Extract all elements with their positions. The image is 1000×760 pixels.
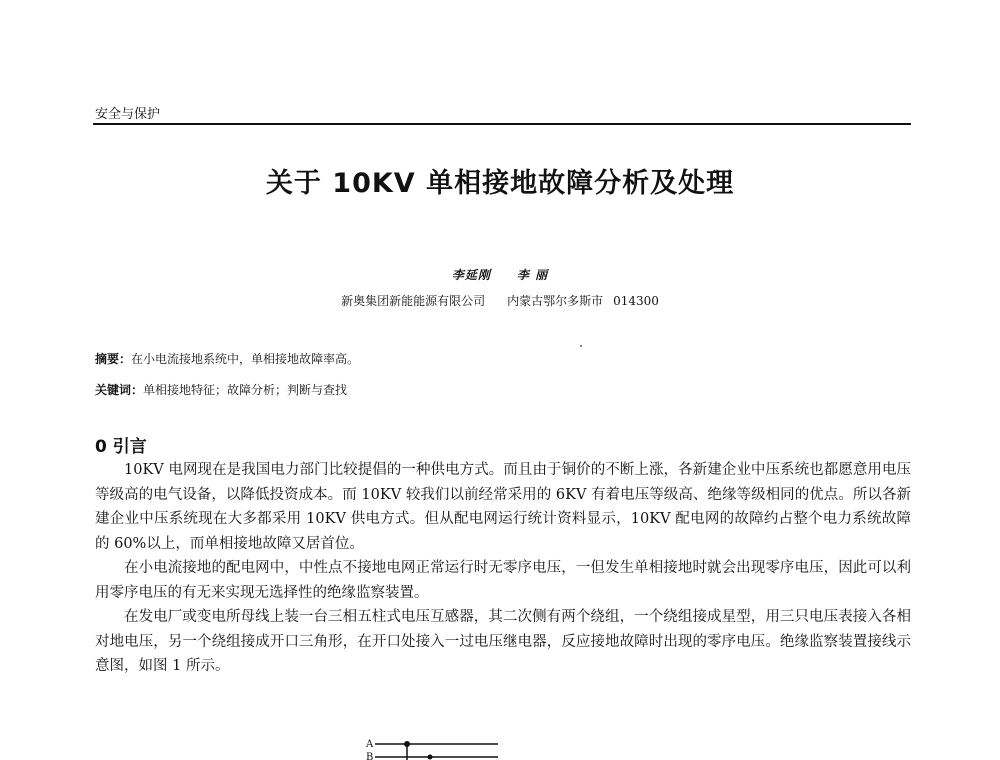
paragraph: 在发电厂或变电所母线上装一台三相五柱式电压互感器，其二次侧有两个绕组，一个绕组接成星型，用三只电压表接入各相对地电压，另一个绕组接成开口三角形，在开口处接入一过电压继电器，反应接地故障时出现的零序电压。绝缘监察装置接线示意图，如图 1 所示。 bbox=[95, 609, 911, 674]
affiliation-organization: 新奥集团新能能源有限公司 bbox=[341, 294, 486, 308]
paragraph: 在小电流接地的配电网中，中性点不接地电网正常运行时无零序电压，一但发生单相接地时就会出现零序电压，因此可以利用零序电压的有无来实现无选择性的绝缘监察装置。 bbox=[95, 560, 911, 601]
abstract bbox=[95, 350, 359, 367]
affiliation bbox=[0, 292, 1000, 309]
paper-title: 关于 10KV 单相接地故障分析及处理 bbox=[265, 168, 735, 199]
author-name: 李 丽 bbox=[516, 268, 549, 282]
bus-label-a: A bbox=[366, 739, 374, 750]
figure-1-wiring-diagram bbox=[360, 730, 510, 760]
header-rule bbox=[93, 123, 911, 125]
author-name: 李延刚 bbox=[451, 268, 491, 282]
paragraph: 10KV 电网现在是我国电力部门比较提倡的一种供电方式。而且由于铜价的不断上涨，各新建企业中压系统也都愿意用电压等级高的电气设备，以降低投资成本。而 10KV 较我们以前经常采用的 6KV 有着电压等级高、绝缘等级相同的优点。所以各新建企业中压系统现在大多都采用 10KV 供电方式。但从配电网运行统计资料显示，10KV 配电网的故障约占整个电力系统故障的 60%以上，而单相接地故障又居首位。 bbox=[95, 462, 911, 552]
keywords-label: 关键词： bbox=[95, 383, 144, 397]
bus-node-b bbox=[428, 755, 433, 760]
affiliation-postcode: 014300 bbox=[613, 294, 659, 308]
affiliation-location: 内蒙古鄂尔多斯市 bbox=[507, 294, 604, 308]
keywords bbox=[95, 381, 347, 398]
section-body bbox=[95, 458, 911, 679]
abstract-label: 摘要： bbox=[95, 352, 132, 366]
bus-label-b: B bbox=[366, 752, 374, 760]
keywords-text: 单相接地特征；故障分析；判断与查找 bbox=[143, 383, 348, 397]
journal-section-label: 安全与保护 bbox=[95, 107, 161, 122]
scan-speck bbox=[580, 345, 582, 347]
abstract-text: 在小电流接地系统中，单相接地故障率高。 bbox=[131, 352, 360, 366]
author-list bbox=[0, 266, 1000, 283]
section-heading: 0 引言 bbox=[95, 437, 147, 457]
